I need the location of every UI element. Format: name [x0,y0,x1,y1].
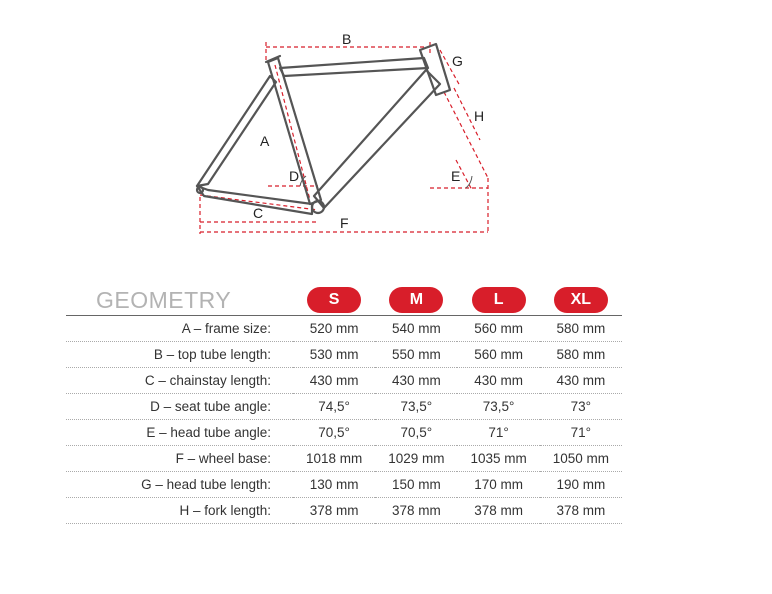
row-value-s: 74,5° [293,394,375,420]
row-value-s: 70,5° [293,420,375,446]
dim-label-c: C [253,205,264,221]
row-value-l: 430 mm [457,368,539,394]
dim-label-a: A [260,133,270,149]
table-row [66,342,622,368]
frame-geometry-diagram [0,0,772,260]
dim-label-f: F [340,215,349,231]
size-pill-xl: XL [554,287,608,313]
seat-stay [197,76,276,186]
row-value-l: 378 mm [457,498,539,524]
table-header-row [66,285,622,316]
size-pill-l: L [472,287,526,313]
row-value-xl: 580 mm [540,316,622,342]
row-value-s: 1018 mm [293,446,375,472]
size-header-m [375,285,457,316]
row-value-l: 71° [457,420,539,446]
row-value-l: 560 mm [457,342,539,368]
row-label: A – frame size: [66,316,293,342]
top-tube [280,58,428,76]
geometry-table [66,285,622,524]
size-pill-s: S [307,287,361,313]
row-value-xl: 378 mm [540,498,622,524]
table-row [66,420,622,446]
row-label: C – chainstay length: [66,368,293,394]
row-label: E – head tube angle: [66,420,293,446]
table-row [66,394,622,420]
dim-label-g: G [452,53,463,69]
row-value-s: 520 mm [293,316,375,342]
row-label: G – head tube length: [66,472,293,498]
guide-h-1 [444,92,488,178]
row-label: B – top tube length: [66,342,293,368]
dim-label-e: E [451,168,461,184]
head-angle-arc [466,176,472,188]
row-value-xl: 71° [540,420,622,446]
dim-label-d: D [289,168,300,184]
row-value-m: 1029 mm [375,446,457,472]
row-value-m: 73,5° [375,394,457,420]
row-value-l: 170 mm [457,472,539,498]
row-value-xl: 73° [540,394,622,420]
dim-label-b: B [342,31,352,47]
row-label: H – fork length: [66,498,293,524]
row-value-s: 430 mm [293,368,375,394]
row-value-m: 430 mm [375,368,457,394]
dim-label-h: H [474,108,485,124]
size-header-s [293,285,375,316]
down-tube [314,70,440,208]
table-row [66,316,622,342]
row-value-m: 378 mm [375,498,457,524]
row-label: D – seat tube angle: [66,394,293,420]
row-value-xl: 190 mm [540,472,622,498]
row-value-s: 130 mm [293,472,375,498]
row-value-s: 378 mm [293,498,375,524]
bike-frame [197,44,450,214]
size-pill-m: M [389,287,443,313]
row-value-l: 560 mm [457,316,539,342]
row-label: F – wheel base: [66,446,293,472]
row-value-l: 73,5° [457,394,539,420]
row-value-xl: 430 mm [540,368,622,394]
table-row [66,368,622,394]
table-row [66,472,622,498]
head-tube [420,44,450,95]
size-header-l [457,285,539,316]
row-value-m: 150 mm [375,472,457,498]
row-value-xl: 580 mm [540,342,622,368]
row-value-m: 550 mm [375,342,457,368]
table-row [66,498,622,524]
size-header-xl [540,285,622,316]
table-title: GEOMETRY [96,286,232,313]
row-value-xl: 1050 mm [540,446,622,472]
table-row [66,446,622,472]
row-value-m: 70,5° [375,420,457,446]
row-value-l: 1035 mm [457,446,539,472]
row-value-s: 530 mm [293,342,375,368]
row-value-m: 540 mm [375,316,457,342]
